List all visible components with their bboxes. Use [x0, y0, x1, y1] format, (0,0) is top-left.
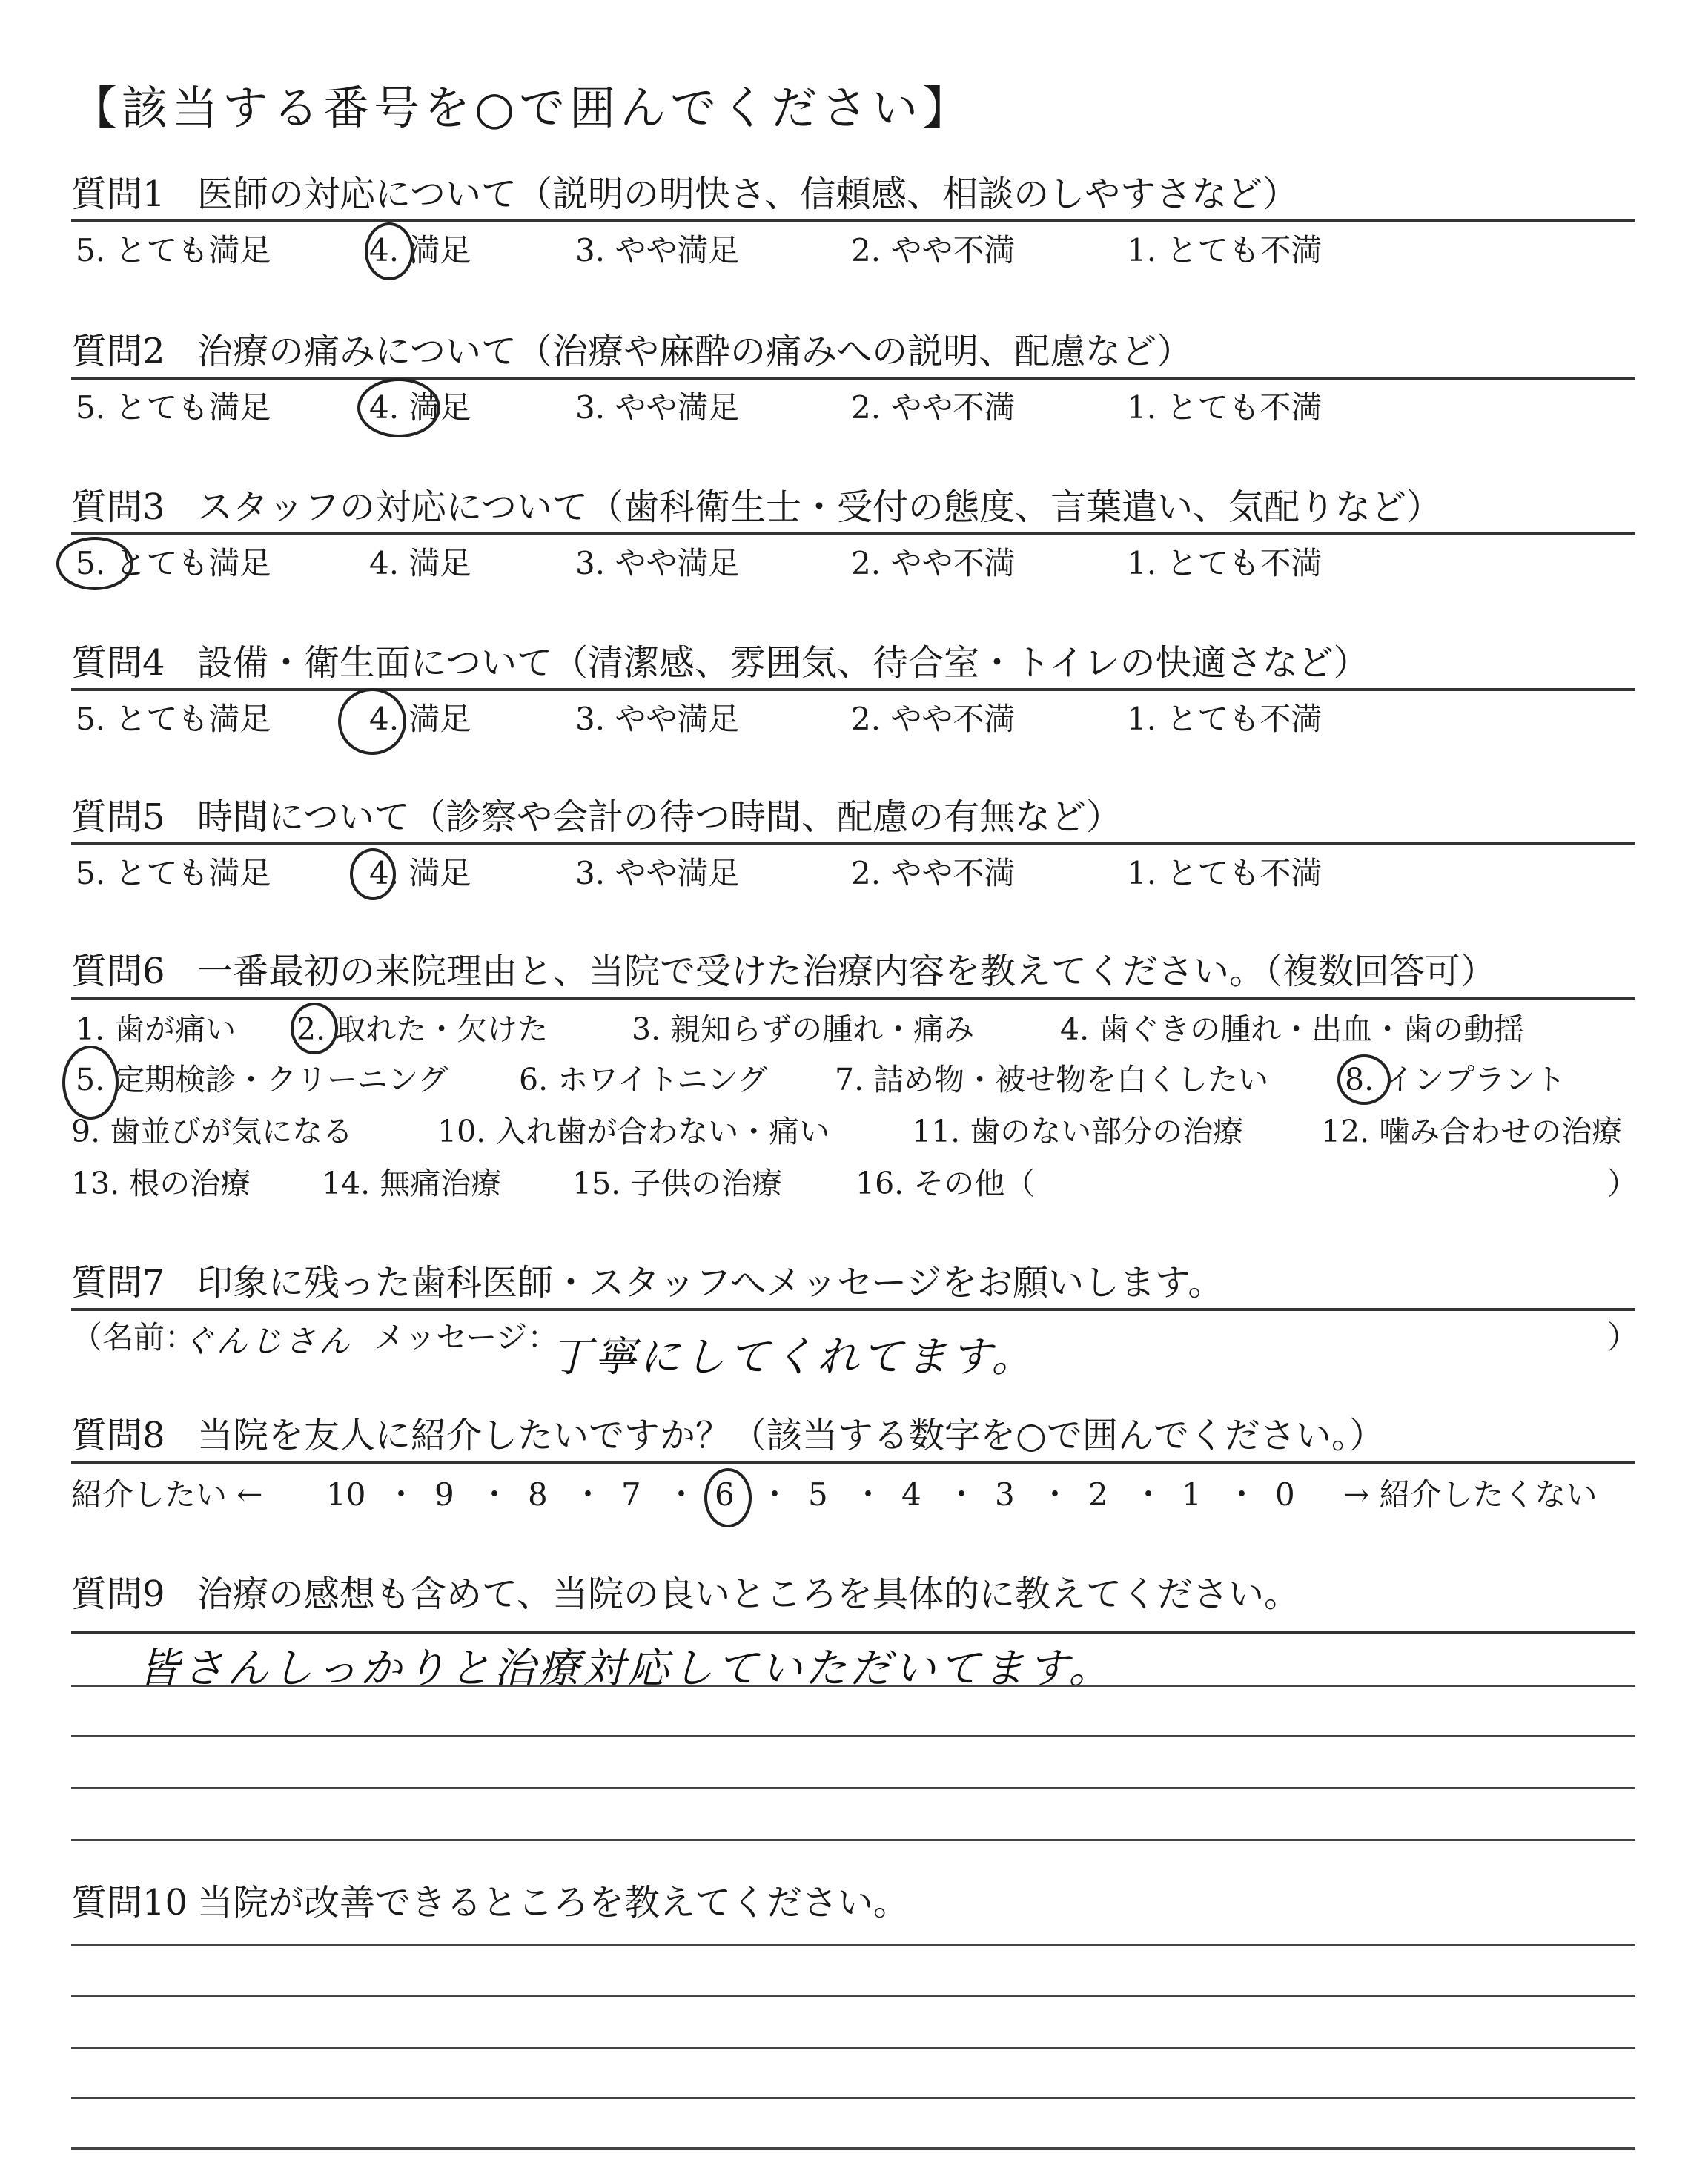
divider	[71, 1308, 1635, 1311]
divider	[71, 377, 1635, 380]
option-5[interactable]: 5. とても満足	[76, 701, 271, 737]
treatment-option-5[interactable]: 5. 定期検診・クリーニング	[76, 1062, 448, 1097]
answer-line	[71, 2047, 1635, 2049]
scale-6[interactable]: 6	[715, 1476, 735, 1513]
question-text: 印象に残った歯科医師・スタッフへメッセージをお願いします。	[197, 1262, 1224, 1304]
answer-line	[71, 2147, 1635, 2150]
question-text: 治療の痛みについて（治療や麻酔の痛みへの説明、配慮など）	[197, 331, 1193, 372]
option-3[interactable]: 3. やや満足	[575, 389, 740, 426]
divider	[71, 688, 1635, 691]
option-5[interactable]: 5. とても満足	[76, 389, 271, 426]
scale-1[interactable]: 1	[1182, 1476, 1202, 1513]
answer-line	[71, 2097, 1635, 2099]
rating-options	[71, 230, 1635, 271]
treatment-option-13[interactable]: 13. 根の治療	[71, 1166, 251, 1201]
name-label: （名前：	[71, 1319, 196, 1355]
scale-dot: ・	[946, 1476, 978, 1513]
rating-options	[71, 543, 1635, 584]
option-1[interactable]: 1. とても不満	[1127, 701, 1323, 737]
option-3[interactable]: 3. やや満足	[575, 232, 740, 268]
scale-dot: ・	[385, 1476, 417, 1513]
option-4[interactable]: 4. 満足	[369, 701, 471, 737]
scale-dot: ・	[1226, 1476, 1258, 1513]
option-5[interactable]: 5. とても満足	[76, 232, 271, 268]
message-row	[71, 1317, 1639, 1381]
treatment-options-row	[71, 1059, 1635, 1100]
treatment-option-1[interactable]: 1. 歯が痛い	[76, 1011, 236, 1047]
divider	[71, 1461, 1635, 1464]
scale-dot: ・	[572, 1476, 604, 1513]
scale-dot: ・	[759, 1476, 791, 1513]
scale-right-label: → 紹介したくない	[1343, 1476, 1598, 1513]
option-2[interactable]: 2. やや不満	[851, 855, 1016, 891]
message-handwritten[interactable]: 丁寧にしてくれてます。	[550, 1333, 1036, 1381]
scale-3[interactable]: 3	[995, 1476, 1015, 1513]
treatment-option-9[interactable]: 9. 歯並びが気になる	[71, 1114, 354, 1149]
divider	[71, 997, 1635, 1000]
treatment-option-12[interactable]: 12. 噛み合わせの治療	[1321, 1114, 1623, 1149]
treatment-options-row	[71, 1163, 1638, 1204]
treatment-options-row	[71, 1111, 1635, 1152]
good-points-handwritten[interactable]: 皆さんしっかりと治療対応していただいてます。	[138, 1645, 1113, 1693]
message-label: メッセージ：	[374, 1319, 559, 1355]
treatment-option-4[interactable]: 4. 歯ぐきの腫れ・出血・歯の動揺	[1060, 1011, 1525, 1047]
treatment-option-8[interactable]: 8. インプラント	[1345, 1062, 1566, 1097]
scale-7[interactable]: 7	[621, 1476, 641, 1513]
answer-line	[71, 1839, 1635, 1841]
option-4[interactable]: 4. 満足	[369, 545, 471, 581]
option-4[interactable]: 4. 満足	[369, 232, 471, 268]
treatment-option-10[interactable]: 10. 入れ歯が合わない・痛い	[437, 1114, 830, 1149]
question-number: 質問8	[71, 1415, 165, 1456]
message-close-paren: ）	[1607, 1319, 1639, 1355]
divider	[71, 219, 1635, 222]
option-1[interactable]: 1. とても不満	[1127, 545, 1323, 581]
scale-dot: ・	[1133, 1476, 1165, 1513]
scale-5[interactable]: 5	[808, 1476, 828, 1513]
scale-2[interactable]: 2	[1088, 1476, 1108, 1513]
answer-line	[71, 1735, 1635, 1737]
treatment-option-7[interactable]: 7. 詰め物・被せ物を白くしたい	[835, 1062, 1269, 1097]
option-5[interactable]: 5. とても満足	[76, 545, 271, 581]
scale-9[interactable]: 9	[434, 1476, 454, 1513]
option-5[interactable]: 5. とても満足	[76, 855, 271, 891]
treatment-option-11[interactable]: 11. 歯のない部分の治療	[912, 1114, 1244, 1149]
scale-8[interactable]: 8	[528, 1476, 548, 1513]
question-number: 質問7	[71, 1262, 165, 1304]
scale-left-label: 紹介したい ←	[71, 1476, 263, 1513]
option-1[interactable]: 1. とても不満	[1127, 389, 1323, 426]
rating-options	[71, 853, 1635, 894]
divider	[71, 1631, 1635, 1634]
option-3[interactable]: 3. やや満足	[575, 701, 740, 737]
answer-line	[71, 1944, 1635, 1946]
question-text: 医師の対応について（説明の明快さ、信頼感、相談のしやすさなど）	[197, 174, 1299, 215]
question-number: 質問4	[71, 642, 165, 684]
option-1[interactable]: 1. とても不満	[1127, 232, 1323, 268]
question-number: 質問3	[71, 486, 165, 528]
treatment-option-3[interactable]: 3. 親知らずの腫れ・痛み	[632, 1011, 975, 1047]
divider	[71, 842, 1635, 845]
question-number: 質問6	[71, 951, 165, 992]
question-number: 質問5	[71, 796, 165, 838]
option-2[interactable]: 2. やや不満	[851, 232, 1016, 268]
option-4[interactable]: 4. 満足	[369, 855, 471, 891]
question-number: 質問2	[71, 331, 165, 372]
rating-options	[71, 698, 1635, 740]
treatment-option-15[interactable]: 15. 子供の治療	[572, 1166, 783, 1201]
scale-dot: ・	[853, 1476, 884, 1513]
treatment-option-2[interactable]: 2. 取れた・欠けた	[297, 1011, 549, 1047]
treatment-options-row	[71, 1008, 1635, 1050]
scale-10[interactable]: 10	[326, 1476, 366, 1513]
question-text: スタッフの対応について（歯科衛生士・受付の態度、言葉遣い、気配りなど）	[197, 486, 1443, 528]
treatment-option-14[interactable]: 14. 無痛治療	[322, 1166, 502, 1201]
option-1[interactable]: 1. とても不満	[1127, 855, 1323, 891]
scale-dot: ・	[666, 1476, 698, 1513]
question-text: 一番最初の来院理由と、当院で受けた治療内容を教えてください。（複数回答可）	[197, 951, 1497, 992]
rating-options	[71, 387, 1635, 429]
other-close-paren: ）	[1607, 1166, 1638, 1201]
answer-line	[71, 1995, 1635, 1997]
option-2[interactable]: 2. やや不満	[851, 701, 1016, 737]
option-4[interactable]: 4. 満足	[369, 389, 471, 426]
scale-4[interactable]: 4	[901, 1476, 921, 1513]
question-number: 質問9	[71, 1573, 165, 1615]
question-number: 質問1	[71, 174, 165, 215]
option-2[interactable]: 2. やや不満	[851, 545, 1016, 581]
scale-0[interactable]: 0	[1275, 1476, 1295, 1513]
answer-line	[71, 1685, 1635, 1687]
scale-dot: ・	[1039, 1476, 1071, 1513]
option-3[interactable]: 3. やや満足	[575, 545, 740, 581]
question-text: 当院を友人に紹介したいですか？（該当する数字を○で囲んでください。）	[197, 1415, 1385, 1456]
scale-dot: ・	[479, 1476, 511, 1513]
question-text: 当院が改善できるところを教えてください。	[197, 1882, 910, 1923]
option-3[interactable]: 3. やや満足	[575, 855, 740, 891]
treatment-option-6[interactable]: 6. ホワイトニング	[519, 1062, 768, 1097]
treatment-option-16[interactable]: 16. その他（	[855, 1166, 1036, 1201]
option-2[interactable]: 2. やや不満	[851, 389, 1016, 426]
name-handwritten[interactable]: ぐんじさん	[182, 1323, 354, 1359]
divider	[71, 532, 1635, 535]
question-text: 治療の感想も含めて、当院の良いところを具体的に教えてください。	[197, 1573, 1300, 1615]
survey-heading: 【該当する番号を○で囲んでください】	[71, 81, 973, 135]
recommend-scale	[71, 1473, 1635, 1517]
question-text: 時間について（診察や会計の待つ時間、配慮の有無など）	[197, 796, 1122, 838]
question-text: 設備・衛生面について（清潔感、雰囲気、待合室・トイレの快適さなど）	[197, 642, 1369, 684]
answer-line	[71, 1787, 1635, 1789]
question-number: 質問10	[71, 1882, 188, 1923]
